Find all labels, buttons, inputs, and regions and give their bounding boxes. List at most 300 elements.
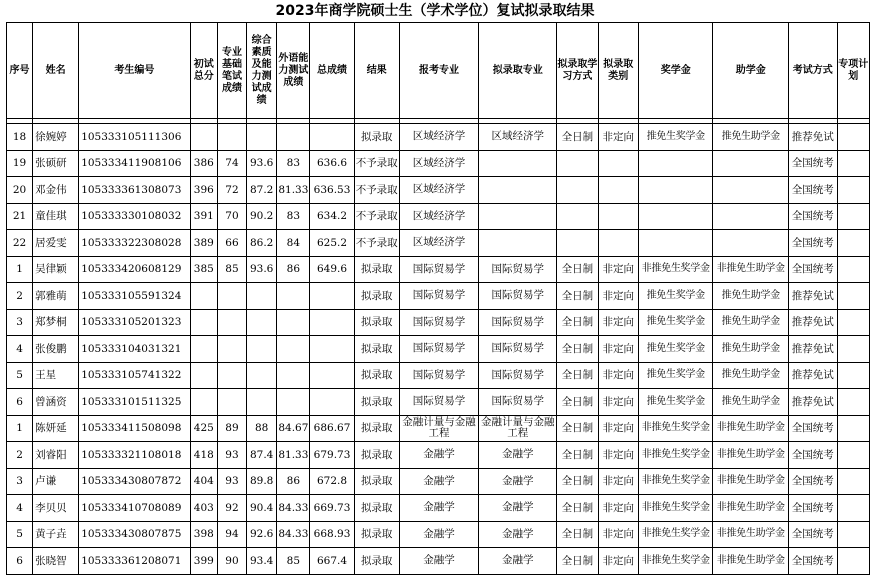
cell-name: 邓金伟 bbox=[33, 177, 79, 204]
cell-written-score bbox=[218, 124, 247, 151]
table-row bbox=[7, 256, 870, 283]
cell-admitted-major: 国际贸易学 bbox=[479, 336, 557, 363]
table-row bbox=[7, 389, 870, 416]
cell-composite-score: 93.4 bbox=[246, 548, 277, 575]
cell-special-plan bbox=[837, 521, 869, 548]
cell-candidate-id: 105333104031321 bbox=[79, 336, 190, 363]
header-cell: 姓名 bbox=[33, 23, 79, 119]
cell-applied-major: 区域经济学 bbox=[399, 230, 479, 257]
cell-seq: 21 bbox=[7, 203, 33, 230]
cell-admitted-major: 国际贸易学 bbox=[479, 283, 557, 310]
cell-total-score bbox=[310, 283, 354, 310]
cell-composite-score: 90.2 bbox=[246, 203, 277, 230]
cell-admitted-major bbox=[479, 230, 557, 257]
cell-exam-type: 全国统考 bbox=[788, 521, 837, 548]
cell-applied-major: 国际贸易学 bbox=[399, 336, 479, 363]
cell-composite-score bbox=[246, 283, 277, 310]
cell-candidate-id: 105333411908106 bbox=[79, 150, 190, 177]
cell-language-score: 83 bbox=[277, 150, 310, 177]
cell-exam-type: 全国统考 bbox=[788, 256, 837, 283]
cell-composite-score: 92.6 bbox=[246, 521, 277, 548]
cell-grant bbox=[713, 203, 788, 230]
table-row bbox=[7, 415, 870, 442]
table-row bbox=[7, 548, 870, 575]
cell-result: 拟录取 bbox=[354, 283, 399, 310]
cell-study-mode: 全日制 bbox=[557, 362, 598, 389]
cell-prelim-score: 391 bbox=[190, 203, 218, 230]
cell-candidate-id: 105333105201323 bbox=[79, 309, 190, 336]
cell-composite-score: 87.4 bbox=[246, 442, 277, 469]
table-row bbox=[7, 309, 870, 336]
header-cell: 拟录取学习方式 bbox=[557, 23, 598, 119]
cell-total-score: 686.67 bbox=[310, 415, 354, 442]
cell-total-score: 636.6 bbox=[310, 150, 354, 177]
cell-scholarship: 非推免生奖学金 bbox=[638, 521, 713, 548]
cell-special-plan bbox=[837, 309, 869, 336]
cell-candidate-id: 105333420608129 bbox=[79, 256, 190, 283]
cell-scholarship bbox=[638, 177, 713, 204]
table-row bbox=[7, 362, 870, 389]
cell-total-score: 668.93 bbox=[310, 521, 354, 548]
cell-result: 拟录取 bbox=[354, 548, 399, 575]
cell-total-score: 634.2 bbox=[310, 203, 354, 230]
cell-written-score: 94 bbox=[218, 521, 247, 548]
cell-scholarship: 非推免生奖学金 bbox=[638, 442, 713, 469]
cell-admission-type: 非定向 bbox=[598, 495, 638, 522]
cell-study-mode: 全日制 bbox=[557, 283, 598, 310]
cell-written-score bbox=[218, 362, 247, 389]
cell-candidate-id: 105333411508098 bbox=[79, 415, 190, 442]
cell-name: 曾涵资 bbox=[33, 389, 79, 416]
cell-exam-type: 全国统考 bbox=[788, 203, 837, 230]
cell-exam-type: 推荐免试 bbox=[788, 124, 837, 151]
cell-result: 拟录取 bbox=[354, 336, 399, 363]
cell-special-plan bbox=[837, 256, 869, 283]
cell-scholarship bbox=[638, 230, 713, 257]
cell-candidate-id: 105333330108032 bbox=[79, 203, 190, 230]
cell-applied-major: 国际贸易学 bbox=[399, 256, 479, 283]
cell-seq: 18 bbox=[7, 124, 33, 151]
cell-written-score: 93 bbox=[218, 468, 247, 495]
cell-language-score: 86 bbox=[277, 468, 310, 495]
cell-prelim-score bbox=[190, 283, 218, 310]
cell-scholarship: 推免生奖学金 bbox=[638, 124, 713, 151]
header-cell: 考生编号 bbox=[79, 23, 190, 119]
cell-written-score: 92 bbox=[218, 495, 247, 522]
cell-study-mode: 全日制 bbox=[557, 495, 598, 522]
cell-exam-type: 推荐免试 bbox=[788, 336, 837, 363]
cell-study-mode bbox=[557, 177, 598, 204]
cell-exam-type: 推荐免试 bbox=[788, 309, 837, 336]
cell-admitted-major bbox=[479, 203, 557, 230]
cell-language-score: 84.33 bbox=[277, 521, 310, 548]
cell-seq: 5 bbox=[7, 521, 33, 548]
cell-study-mode: 全日制 bbox=[557, 548, 598, 575]
cell-total-score: 625.2 bbox=[310, 230, 354, 257]
cell-written-score bbox=[218, 336, 247, 363]
cell-study-mode bbox=[557, 230, 598, 257]
cell-language-score: 86 bbox=[277, 256, 310, 283]
cell-language-score: 84.67 bbox=[277, 415, 310, 442]
cell-applied-major: 金融计量与金融工程 bbox=[399, 415, 479, 442]
cell-language-score bbox=[277, 124, 310, 151]
cell-composite-score bbox=[246, 309, 277, 336]
cell-grant: 非推免生助学金 bbox=[713, 256, 788, 283]
table-row bbox=[7, 336, 870, 363]
cell-language-score bbox=[277, 362, 310, 389]
table-row bbox=[7, 495, 870, 522]
cell-special-plan bbox=[837, 415, 869, 442]
cell-applied-major: 区域经济学 bbox=[399, 150, 479, 177]
cell-name: 张硕研 bbox=[33, 150, 79, 177]
cell-language-score: 85 bbox=[277, 548, 310, 575]
cell-prelim-score bbox=[190, 309, 218, 336]
cell-admitted-major: 金融计量与金融工程 bbox=[479, 415, 557, 442]
cell-result: 不予录取 bbox=[354, 150, 399, 177]
cell-result: 拟录取 bbox=[354, 468, 399, 495]
cell-applied-major: 国际贸易学 bbox=[399, 389, 479, 416]
cell-total-score: 667.4 bbox=[310, 548, 354, 575]
cell-scholarship: 非推免生奖学金 bbox=[638, 495, 713, 522]
cell-scholarship bbox=[638, 203, 713, 230]
cell-candidate-id: 105333322308028 bbox=[79, 230, 190, 257]
cell-candidate-id: 105333105111306 bbox=[79, 124, 190, 151]
cell-special-plan bbox=[837, 336, 869, 363]
cell-prelim-score: 385 bbox=[190, 256, 218, 283]
cell-study-mode bbox=[557, 150, 598, 177]
cell-scholarship: 推免生奖学金 bbox=[638, 389, 713, 416]
cell-written-score: 70 bbox=[218, 203, 247, 230]
cell-exam-type: 全国统考 bbox=[788, 150, 837, 177]
header-cell: 序号 bbox=[7, 23, 33, 119]
cell-special-plan bbox=[837, 362, 869, 389]
cell-grant: 非推免生助学金 bbox=[713, 521, 788, 548]
cell-composite-score: 89.8 bbox=[246, 468, 277, 495]
cell-name: 刘睿阳 bbox=[33, 442, 79, 469]
cell-scholarship: 推免生奖学金 bbox=[638, 362, 713, 389]
cell-prelim-score bbox=[190, 336, 218, 363]
cell-study-mode: 全日制 bbox=[557, 389, 598, 416]
cell-applied-major: 区域经济学 bbox=[399, 124, 479, 151]
cell-seq: 1 bbox=[7, 256, 33, 283]
cell-composite-score: 88 bbox=[246, 415, 277, 442]
cell-special-plan bbox=[837, 150, 869, 177]
cell-grant bbox=[713, 230, 788, 257]
cell-applied-major: 区域经济学 bbox=[399, 203, 479, 230]
cell-result: 拟录取 bbox=[354, 495, 399, 522]
cell-result: 拟录取 bbox=[354, 309, 399, 336]
cell-exam-type: 推荐免试 bbox=[788, 362, 837, 389]
cell-result: 不予录取 bbox=[354, 177, 399, 204]
cell-admission-type bbox=[598, 203, 638, 230]
cell-scholarship: 非推免生奖学金 bbox=[638, 415, 713, 442]
cell-seq: 20 bbox=[7, 177, 33, 204]
header-cell: 总成绩 bbox=[310, 23, 354, 119]
cell-name: 童佳琪 bbox=[33, 203, 79, 230]
cell-scholarship: 非推免生奖学金 bbox=[638, 548, 713, 575]
cell-study-mode: 全日制 bbox=[557, 521, 598, 548]
cell-admitted-major: 金融学 bbox=[479, 521, 557, 548]
cell-scholarship: 推免生奖学金 bbox=[638, 309, 713, 336]
cell-grant: 非推免生助学金 bbox=[713, 495, 788, 522]
cell-study-mode: 全日制 bbox=[557, 124, 598, 151]
cell-applied-major: 区域经济学 bbox=[399, 177, 479, 204]
cell-admitted-major: 金融学 bbox=[479, 442, 557, 469]
table-row bbox=[7, 177, 870, 204]
cell-special-plan bbox=[837, 230, 869, 257]
cell-language-score: 83 bbox=[277, 203, 310, 230]
header-cell: 拟录取专业 bbox=[479, 23, 557, 119]
cell-applied-major: 金融学 bbox=[399, 495, 479, 522]
cell-admitted-major: 金融学 bbox=[479, 495, 557, 522]
cell-admitted-major: 国际贸易学 bbox=[479, 309, 557, 336]
cell-language-score: 84.33 bbox=[277, 495, 310, 522]
cell-exam-type: 全国统考 bbox=[788, 230, 837, 257]
cell-grant: 推免生助学金 bbox=[713, 124, 788, 151]
cell-special-plan bbox=[837, 177, 869, 204]
cell-written-score: 89 bbox=[218, 415, 247, 442]
cell-prelim-score bbox=[190, 389, 218, 416]
cell-candidate-id: 105333361308073 bbox=[79, 177, 190, 204]
cell-exam-type: 全国统考 bbox=[788, 495, 837, 522]
cell-applied-major: 金融学 bbox=[399, 521, 479, 548]
table-row bbox=[7, 521, 870, 548]
cell-name: 吴律颖 bbox=[33, 256, 79, 283]
cell-study-mode: 全日制 bbox=[557, 309, 598, 336]
cell-admission-type: 非定向 bbox=[598, 548, 638, 575]
cell-written-score: 74 bbox=[218, 150, 247, 177]
cell-language-score: 81.33 bbox=[277, 442, 310, 469]
cell-total-score bbox=[310, 336, 354, 363]
cell-written-score: 90 bbox=[218, 548, 247, 575]
cell-applied-major: 国际贸易学 bbox=[399, 309, 479, 336]
cell-seq: 1 bbox=[7, 415, 33, 442]
cell-study-mode bbox=[557, 203, 598, 230]
cell-scholarship: 非推免生奖学金 bbox=[638, 468, 713, 495]
cell-seq: 2 bbox=[7, 442, 33, 469]
cell-applied-major: 金融学 bbox=[399, 442, 479, 469]
cell-composite-score bbox=[246, 336, 277, 363]
cell-admitted-major: 国际贸易学 bbox=[479, 256, 557, 283]
cell-admission-type bbox=[598, 150, 638, 177]
cell-prelim-score: 404 bbox=[190, 468, 218, 495]
cell-grant: 推免生助学金 bbox=[713, 389, 788, 416]
cell-applied-major: 国际贸易学 bbox=[399, 362, 479, 389]
cell-candidate-id: 105333321108018 bbox=[79, 442, 190, 469]
page-title: 2023年商学院硕士生（学术学位）复试拟录取结果 bbox=[275, 3, 595, 19]
cell-admission-type: 非定向 bbox=[598, 468, 638, 495]
cell-admission-type: 非定向 bbox=[598, 362, 638, 389]
cell-scholarship bbox=[638, 150, 713, 177]
cell-seq: 6 bbox=[7, 389, 33, 416]
cell-candidate-id: 105333361208071 bbox=[79, 548, 190, 575]
cell-result: 拟录取 bbox=[354, 415, 399, 442]
cell-admission-type: 非定向 bbox=[598, 415, 638, 442]
cell-grant bbox=[713, 150, 788, 177]
cell-grant bbox=[713, 177, 788, 204]
cell-written-score bbox=[218, 283, 247, 310]
table-header-row bbox=[7, 23, 870, 119]
cell-exam-type: 全国统考 bbox=[788, 442, 837, 469]
header-cell: 综合素质及能力测试成绩 bbox=[246, 23, 277, 119]
cell-admission-type: 非定向 bbox=[598, 521, 638, 548]
cell-candidate-id: 105333105741322 bbox=[79, 362, 190, 389]
cell-total-score bbox=[310, 362, 354, 389]
cell-composite-score: 87.2 bbox=[246, 177, 277, 204]
header-cell: 拟录取类别 bbox=[598, 23, 638, 119]
cell-admitted-major bbox=[479, 150, 557, 177]
cell-name: 王星 bbox=[33, 362, 79, 389]
cell-prelim-score: 396 bbox=[190, 177, 218, 204]
cell-total-score: 649.6 bbox=[310, 256, 354, 283]
cell-result: 拟录取 bbox=[354, 442, 399, 469]
header-cell: 结果 bbox=[354, 23, 399, 119]
cell-name: 李贝贝 bbox=[33, 495, 79, 522]
cell-special-plan bbox=[837, 495, 869, 522]
cell-seq: 2 bbox=[7, 283, 33, 310]
cell-exam-type: 全国统考 bbox=[788, 548, 837, 575]
cell-language-score bbox=[277, 336, 310, 363]
cell-composite-score bbox=[246, 389, 277, 416]
table-row bbox=[7, 468, 870, 495]
cell-exam-type: 推荐免试 bbox=[788, 389, 837, 416]
cell-grant: 推免生助学金 bbox=[713, 283, 788, 310]
cell-grant: 非推免生助学金 bbox=[713, 415, 788, 442]
cell-prelim-score bbox=[190, 362, 218, 389]
cell-name: 徐婉婷 bbox=[33, 124, 79, 151]
cell-grant: 非推免生助学金 bbox=[713, 442, 788, 469]
cell-result: 拟录取 bbox=[354, 256, 399, 283]
cell-seq: 5 bbox=[7, 362, 33, 389]
cell-admission-type: 非定向 bbox=[598, 309, 638, 336]
cell-written-score: 93 bbox=[218, 442, 247, 469]
cell-admitted-major: 金融学 bbox=[479, 548, 557, 575]
table-row bbox=[7, 442, 870, 469]
cell-applied-major: 国际贸易学 bbox=[399, 283, 479, 310]
cell-composite-score: 90.4 bbox=[246, 495, 277, 522]
cell-name: 陈妍延 bbox=[33, 415, 79, 442]
cell-composite-score: 86.2 bbox=[246, 230, 277, 257]
cell-composite-score: 93.6 bbox=[246, 256, 277, 283]
cell-applied-major: 金融学 bbox=[399, 468, 479, 495]
cell-candidate-id: 105333101511325 bbox=[79, 389, 190, 416]
cell-name: 居爱雯 bbox=[33, 230, 79, 257]
cell-special-plan bbox=[837, 124, 869, 151]
header-cell: 初试总分 bbox=[190, 23, 218, 119]
cell-name: 张俊鹏 bbox=[33, 336, 79, 363]
cell-special-plan bbox=[837, 283, 869, 310]
cell-language-score bbox=[277, 389, 310, 416]
cell-scholarship: 推免生奖学金 bbox=[638, 336, 713, 363]
cell-scholarship: 非推免生奖学金 bbox=[638, 256, 713, 283]
cell-composite-score bbox=[246, 362, 277, 389]
cell-scholarship: 推免生奖学金 bbox=[638, 283, 713, 310]
cell-language-score bbox=[277, 283, 310, 310]
cell-seq: 3 bbox=[7, 309, 33, 336]
cell-special-plan bbox=[837, 442, 869, 469]
cell-admission-type bbox=[598, 177, 638, 204]
cell-exam-type: 全国统考 bbox=[788, 177, 837, 204]
cell-language-score: 84 bbox=[277, 230, 310, 257]
cell-admitted-major: 区域经济学 bbox=[479, 124, 557, 151]
cell-prelim-score: 386 bbox=[190, 150, 218, 177]
cell-exam-type: 全国统考 bbox=[788, 415, 837, 442]
cell-prelim-score bbox=[190, 124, 218, 151]
cell-composite-score bbox=[246, 124, 277, 151]
cell-study-mode: 全日制 bbox=[557, 256, 598, 283]
cell-total-score: 636.53 bbox=[310, 177, 354, 204]
cell-result: 不予录取 bbox=[354, 230, 399, 257]
cell-name: 郭雅萌 bbox=[33, 283, 79, 310]
cell-result: 不予录取 bbox=[354, 203, 399, 230]
cell-candidate-id: 105333105591324 bbox=[79, 283, 190, 310]
cell-admission-type: 非定向 bbox=[598, 336, 638, 363]
cell-admission-type: 非定向 bbox=[598, 124, 638, 151]
cell-exam-type: 全国统考 bbox=[788, 468, 837, 495]
cell-special-plan bbox=[837, 203, 869, 230]
header-cell: 专业基础笔试成绩 bbox=[218, 23, 247, 119]
cell-prelim-score: 399 bbox=[190, 548, 218, 575]
cell-total-score: 672.8 bbox=[310, 468, 354, 495]
table-row bbox=[7, 150, 870, 177]
cell-applied-major: 金融学 bbox=[399, 548, 479, 575]
cell-prelim-score: 418 bbox=[190, 442, 218, 469]
table-row bbox=[7, 283, 870, 310]
cell-prelim-score: 398 bbox=[190, 521, 218, 548]
cell-grant: 推免生助学金 bbox=[713, 336, 788, 363]
cell-special-plan bbox=[837, 468, 869, 495]
table-row bbox=[7, 230, 870, 257]
cell-result: 拟录取 bbox=[354, 521, 399, 548]
cell-admitted-major bbox=[479, 177, 557, 204]
cell-study-mode: 全日制 bbox=[557, 468, 598, 495]
cell-candidate-id: 105333430807875 bbox=[79, 521, 190, 548]
cell-seq: 4 bbox=[7, 336, 33, 363]
cell-total-score bbox=[310, 309, 354, 336]
cell-admitted-major: 国际贸易学 bbox=[479, 362, 557, 389]
cell-candidate-id: 105333410708089 bbox=[79, 495, 190, 522]
cell-total-score: 679.73 bbox=[310, 442, 354, 469]
cell-study-mode: 全日制 bbox=[557, 336, 598, 363]
header-cell: 专项计划 bbox=[837, 23, 869, 119]
cell-admission-type: 非定向 bbox=[598, 256, 638, 283]
table-row bbox=[7, 203, 870, 230]
cell-written-score bbox=[218, 309, 247, 336]
cell-study-mode: 全日制 bbox=[557, 442, 598, 469]
header-cell: 考试方式 bbox=[788, 23, 837, 119]
cell-written-score: 85 bbox=[218, 256, 247, 283]
cell-total-score: 669.73 bbox=[310, 495, 354, 522]
cell-seq: 3 bbox=[7, 468, 33, 495]
cell-admission-type bbox=[598, 230, 638, 257]
cell-language-score bbox=[277, 309, 310, 336]
cell-admitted-major: 金融学 bbox=[479, 468, 557, 495]
cell-special-plan bbox=[837, 548, 869, 575]
cell-written-score: 72 bbox=[218, 177, 247, 204]
cell-written-score bbox=[218, 389, 247, 416]
cell-admitted-major: 国际贸易学 bbox=[479, 389, 557, 416]
cell-result: 拟录取 bbox=[354, 124, 399, 151]
header-cell: 报考专业 bbox=[399, 23, 479, 119]
cell-total-score bbox=[310, 124, 354, 151]
table-row bbox=[7, 124, 870, 151]
header-cell: 助学金 bbox=[713, 23, 788, 119]
cell-prelim-score: 425 bbox=[190, 415, 218, 442]
cell-seq: 6 bbox=[7, 548, 33, 575]
cell-grant: 非推免生助学金 bbox=[713, 468, 788, 495]
cell-grant: 推免生助学金 bbox=[713, 362, 788, 389]
cell-written-score: 66 bbox=[218, 230, 247, 257]
